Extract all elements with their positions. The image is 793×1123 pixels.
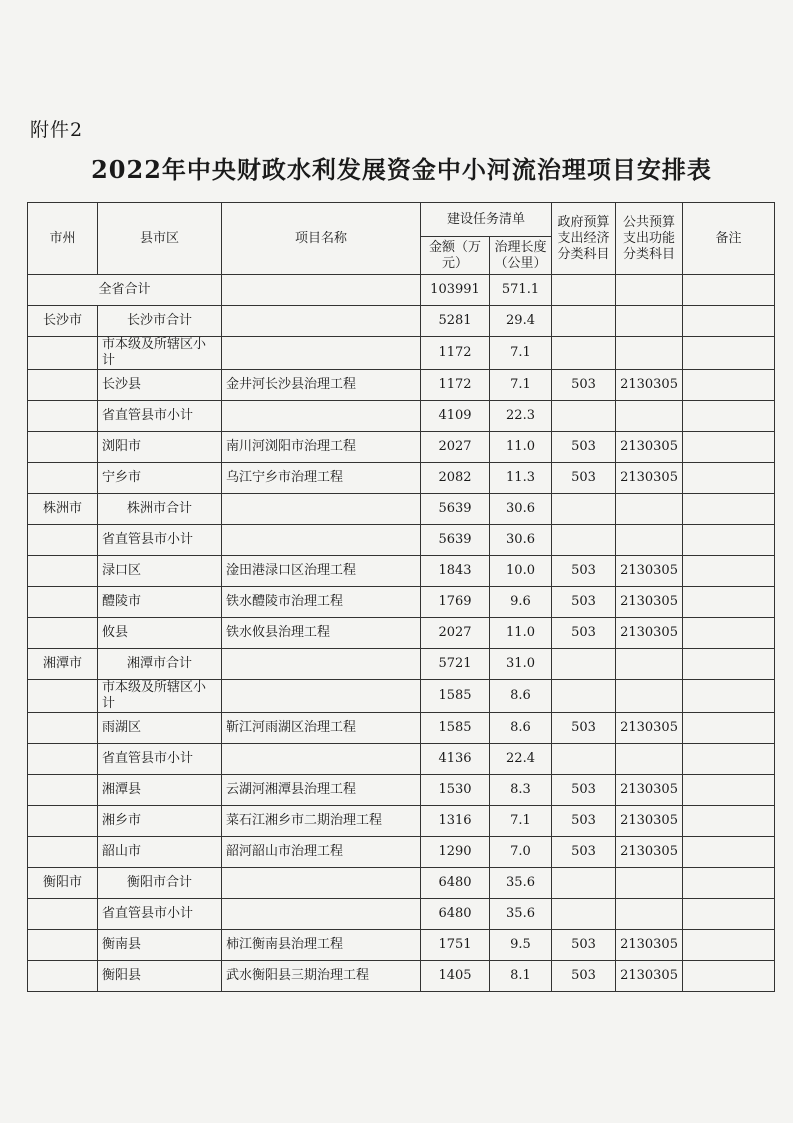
amount-cell: 2082 <box>421 463 490 494</box>
econ-class-cell: 503 <box>552 713 616 744</box>
remark-cell <box>683 649 775 680</box>
length-cell: 9.5 <box>490 930 552 961</box>
project-name-cell: 南川河浏阳市治理工程 <box>222 432 421 463</box>
econ-class-cell <box>552 525 616 556</box>
length-cell: 8.3 <box>490 775 552 806</box>
table-body <box>28 275 775 992</box>
grand-total-label: 全省合计 <box>28 275 222 306</box>
amount-cell: 1290 <box>421 837 490 868</box>
city-total-label: 株洲市合计 <box>98 494 222 525</box>
county-cell: 衡南县 <box>98 930 222 961</box>
func-class-cell <box>616 899 683 930</box>
remark-cell <box>683 556 775 587</box>
city-total-label: 衡阳市合计 <box>98 868 222 899</box>
table-row-item <box>28 463 775 494</box>
remark-cell <box>683 494 775 525</box>
project-name-cell: 铁水醴陵市治理工程 <box>222 587 421 618</box>
amount-cell: 1843 <box>421 556 490 587</box>
remark-cell <box>683 432 775 463</box>
remark-cell <box>683 463 775 494</box>
func-class-cell: 2130305 <box>616 587 683 618</box>
city-cell <box>28 961 98 992</box>
func-class-cell <box>616 525 683 556</box>
econ-class-cell <box>552 649 616 680</box>
remark-cell <box>683 930 775 961</box>
econ-class-cell: 503 <box>552 432 616 463</box>
length-cell: 8.1 <box>490 961 552 992</box>
table-row-citytotal <box>28 868 775 899</box>
length-cell: 8.6 <box>490 680 552 713</box>
econ-class-cell: 503 <box>552 930 616 961</box>
project-table <box>27 202 775 992</box>
county-cell: 浏阳市 <box>98 432 222 463</box>
city-cell <box>28 587 98 618</box>
header-task-group: 建设任务清单 <box>421 203 552 237</box>
amount-cell: 1172 <box>421 370 490 401</box>
document-title: 2022年中央财政水利发展资金中小河流治理项目安排表 <box>91 155 712 184</box>
econ-class-cell: 503 <box>552 587 616 618</box>
amount-cell: 5639 <box>421 494 490 525</box>
table-row-item <box>28 618 775 649</box>
amount-cell: 1585 <box>421 680 490 713</box>
amount-cell: 1769 <box>421 587 490 618</box>
length-cell: 8.6 <box>490 713 552 744</box>
table-row-sub <box>28 337 775 370</box>
project-name-cell: 金井河长沙县治理工程 <box>222 370 421 401</box>
city-cell <box>28 775 98 806</box>
econ-class-cell: 503 <box>552 556 616 587</box>
city-cell <box>28 337 98 370</box>
length-cell: 30.6 <box>490 525 552 556</box>
func-class-cell: 2130305 <box>616 837 683 868</box>
city-cell <box>28 680 98 713</box>
remark-cell <box>683 837 775 868</box>
table-row-item <box>28 713 775 744</box>
project-name-cell: 韶河韶山市治理工程 <box>222 837 421 868</box>
length-cell: 35.6 <box>490 899 552 930</box>
header-amount: 金额（万元） <box>421 237 490 275</box>
project-name-cell: 柿江衡南县治理工程 <box>222 930 421 961</box>
econ-class-cell <box>552 306 616 337</box>
project-cell <box>222 275 421 306</box>
func-class-cell <box>616 680 683 713</box>
remark-cell <box>683 806 775 837</box>
city-cell: 衡阳市 <box>28 868 98 899</box>
remark-cell <box>683 961 775 992</box>
county-cell: 攸县 <box>98 618 222 649</box>
length-cell: 31.0 <box>490 649 552 680</box>
econ-class-cell <box>552 744 616 775</box>
func-class-cell: 2130305 <box>616 556 683 587</box>
remark-cell <box>683 275 775 306</box>
remark-cell <box>683 401 775 432</box>
table-row-citytotal <box>28 306 775 337</box>
func-class-cell: 2130305 <box>616 806 683 837</box>
table-row-sub <box>28 899 775 930</box>
length-cell: 35.6 <box>490 868 552 899</box>
project-name-cell: 乌江宁乡市治理工程 <box>222 463 421 494</box>
func-class-cell: 2130305 <box>616 930 683 961</box>
length-cell: 7.1 <box>490 370 552 401</box>
func-class-cell: 2130305 <box>616 618 683 649</box>
project-name-cell: 靳江河雨湖区治理工程 <box>222 713 421 744</box>
econ-class-cell <box>552 494 616 525</box>
table-row-item <box>28 432 775 463</box>
city-cell <box>28 370 98 401</box>
county-cell: 醴陵市 <box>98 587 222 618</box>
project-cell <box>222 306 421 337</box>
length-cell: 30.6 <box>490 494 552 525</box>
length-cell: 571.1 <box>490 275 552 306</box>
amount-cell: 1172 <box>421 337 490 370</box>
length-cell: 7.0 <box>490 837 552 868</box>
county-cell: 湘潭县 <box>98 775 222 806</box>
amount-cell: 1316 <box>421 806 490 837</box>
econ-class-cell: 503 <box>552 463 616 494</box>
amount-cell: 103991 <box>421 275 490 306</box>
econ-class-cell: 503 <box>552 806 616 837</box>
city-cell: 湘潭市 <box>28 649 98 680</box>
econ-class-cell: 503 <box>552 370 616 401</box>
project-name-cell: 菜石江湘乡市二期治理工程 <box>222 806 421 837</box>
header-city: 市州 <box>28 203 98 275</box>
func-class-cell <box>616 401 683 432</box>
county-cell: 宁乡市 <box>98 463 222 494</box>
table-row-item <box>28 587 775 618</box>
func-class-cell: 2130305 <box>616 961 683 992</box>
amount-cell: 1585 <box>421 713 490 744</box>
func-class-cell <box>616 337 683 370</box>
project-cell <box>222 899 421 930</box>
remark-cell <box>683 744 775 775</box>
remark-cell <box>683 370 775 401</box>
header-length: 治理长度（公里） <box>490 237 552 275</box>
remark-cell <box>683 618 775 649</box>
remark-cell <box>683 306 775 337</box>
table-row-citytotal <box>28 494 775 525</box>
remark-cell <box>683 713 775 744</box>
econ-class-cell <box>552 401 616 432</box>
project-cell <box>222 494 421 525</box>
city-cell <box>28 401 98 432</box>
table-row-item <box>28 930 775 961</box>
project-cell <box>222 744 421 775</box>
city-cell <box>28 806 98 837</box>
subtotal-label: 省直管县市小计 <box>98 899 222 930</box>
county-cell: 长沙县 <box>98 370 222 401</box>
amount-cell: 5639 <box>421 525 490 556</box>
table-row-sub <box>28 680 775 713</box>
func-class-cell: 2130305 <box>616 775 683 806</box>
subtotal-label: 省直管县市小计 <box>98 401 222 432</box>
amount-cell: 1405 <box>421 961 490 992</box>
project-name-cell: 淦田港渌口区治理工程 <box>222 556 421 587</box>
subtotal-label: 市本级及所辖区小计 <box>98 337 222 370</box>
city-cell <box>28 930 98 961</box>
func-class-cell <box>616 744 683 775</box>
city-cell <box>28 837 98 868</box>
remark-cell <box>683 775 775 806</box>
amount-cell: 2027 <box>421 432 490 463</box>
length-cell: 10.0 <box>490 556 552 587</box>
remark-cell <box>683 525 775 556</box>
length-cell: 22.4 <box>490 744 552 775</box>
amount-cell: 2027 <box>421 618 490 649</box>
project-cell <box>222 401 421 432</box>
city-total-label: 湘潭市合计 <box>98 649 222 680</box>
func-class-cell <box>616 275 683 306</box>
func-class-cell: 2130305 <box>616 463 683 494</box>
project-name-cell: 武水衡阳县三期治理工程 <box>222 961 421 992</box>
length-cell: 11.3 <box>490 463 552 494</box>
econ-class-cell <box>552 680 616 713</box>
city-cell <box>28 618 98 649</box>
city-cell <box>28 432 98 463</box>
func-class-cell <box>616 868 683 899</box>
city-cell: 长沙市 <box>28 306 98 337</box>
econ-class-cell <box>552 899 616 930</box>
length-cell: 29.4 <box>490 306 552 337</box>
county-cell: 衡阳县 <box>98 961 222 992</box>
remark-cell <box>683 337 775 370</box>
func-class-cell: 2130305 <box>616 370 683 401</box>
table-header <box>28 203 775 275</box>
table-row-sub <box>28 401 775 432</box>
city-cell <box>28 556 98 587</box>
subtotal-label: 省直管县市小计 <box>98 525 222 556</box>
length-cell: 7.1 <box>490 806 552 837</box>
length-cell: 11.0 <box>490 432 552 463</box>
func-class-cell <box>616 649 683 680</box>
remark-cell <box>683 868 775 899</box>
county-cell: 湘乡市 <box>98 806 222 837</box>
table-row-item <box>28 775 775 806</box>
city-cell <box>28 713 98 744</box>
length-cell: 9.6 <box>490 587 552 618</box>
remark-cell <box>683 680 775 713</box>
city-total-label: 长沙市合计 <box>98 306 222 337</box>
county-cell: 韶山市 <box>98 837 222 868</box>
amount-cell: 4136 <box>421 744 490 775</box>
project-cell <box>222 680 421 713</box>
econ-class-cell <box>552 275 616 306</box>
county-cell: 渌口区 <box>98 556 222 587</box>
city-cell: 株洲市 <box>28 494 98 525</box>
amount-cell: 5721 <box>421 649 490 680</box>
project-cell <box>222 337 421 370</box>
table-row-item <box>28 806 775 837</box>
remark-cell <box>683 587 775 618</box>
table-row-citytotal <box>28 649 775 680</box>
econ-class-cell: 503 <box>552 961 616 992</box>
amount-cell: 6480 <box>421 868 490 899</box>
table-row-item <box>28 837 775 868</box>
city-cell <box>28 899 98 930</box>
amount-cell: 6480 <box>421 899 490 930</box>
header-econ-class: 政府预算支出经济分类科目 <box>552 203 616 275</box>
project-cell <box>222 868 421 899</box>
county-cell: 雨湖区 <box>98 713 222 744</box>
amount-cell: 4109 <box>421 401 490 432</box>
project-cell <box>222 649 421 680</box>
header-project: 项目名称 <box>222 203 421 275</box>
table-row-item <box>28 556 775 587</box>
table-row-sub <box>28 525 775 556</box>
project-cell <box>222 525 421 556</box>
header-remark: 备注 <box>683 203 775 275</box>
length-cell: 11.0 <box>490 618 552 649</box>
header-county: 县市区 <box>98 203 222 275</box>
table-row-item <box>28 961 775 992</box>
func-class-cell <box>616 306 683 337</box>
amount-cell: 5281 <box>421 306 490 337</box>
func-class-cell: 2130305 <box>616 713 683 744</box>
amount-cell: 1751 <box>421 930 490 961</box>
city-cell <box>28 463 98 494</box>
attachment-label: 附件2 <box>30 119 84 141</box>
econ-class-cell: 503 <box>552 837 616 868</box>
econ-class-cell <box>552 337 616 370</box>
econ-class-cell: 503 <box>552 775 616 806</box>
city-cell <box>28 525 98 556</box>
table-row-sub <box>28 744 775 775</box>
project-name-cell: 铁水攸县治理工程 <box>222 618 421 649</box>
city-cell <box>28 744 98 775</box>
func-class-cell <box>616 494 683 525</box>
table-row-item <box>28 370 775 401</box>
table-row-grand <box>28 275 775 306</box>
header-func-class: 公共预算支出功能分类科目 <box>616 203 683 275</box>
length-cell: 7.1 <box>490 337 552 370</box>
length-cell: 22.3 <box>490 401 552 432</box>
subtotal-label: 省直管县市小计 <box>98 744 222 775</box>
amount-cell: 1530 <box>421 775 490 806</box>
project-name-cell: 云湖河湘潭县治理工程 <box>222 775 421 806</box>
econ-class-cell: 503 <box>552 618 616 649</box>
subtotal-label: 市本级及所辖区小计 <box>98 680 222 713</box>
econ-class-cell <box>552 868 616 899</box>
remark-cell <box>683 899 775 930</box>
func-class-cell: 2130305 <box>616 432 683 463</box>
